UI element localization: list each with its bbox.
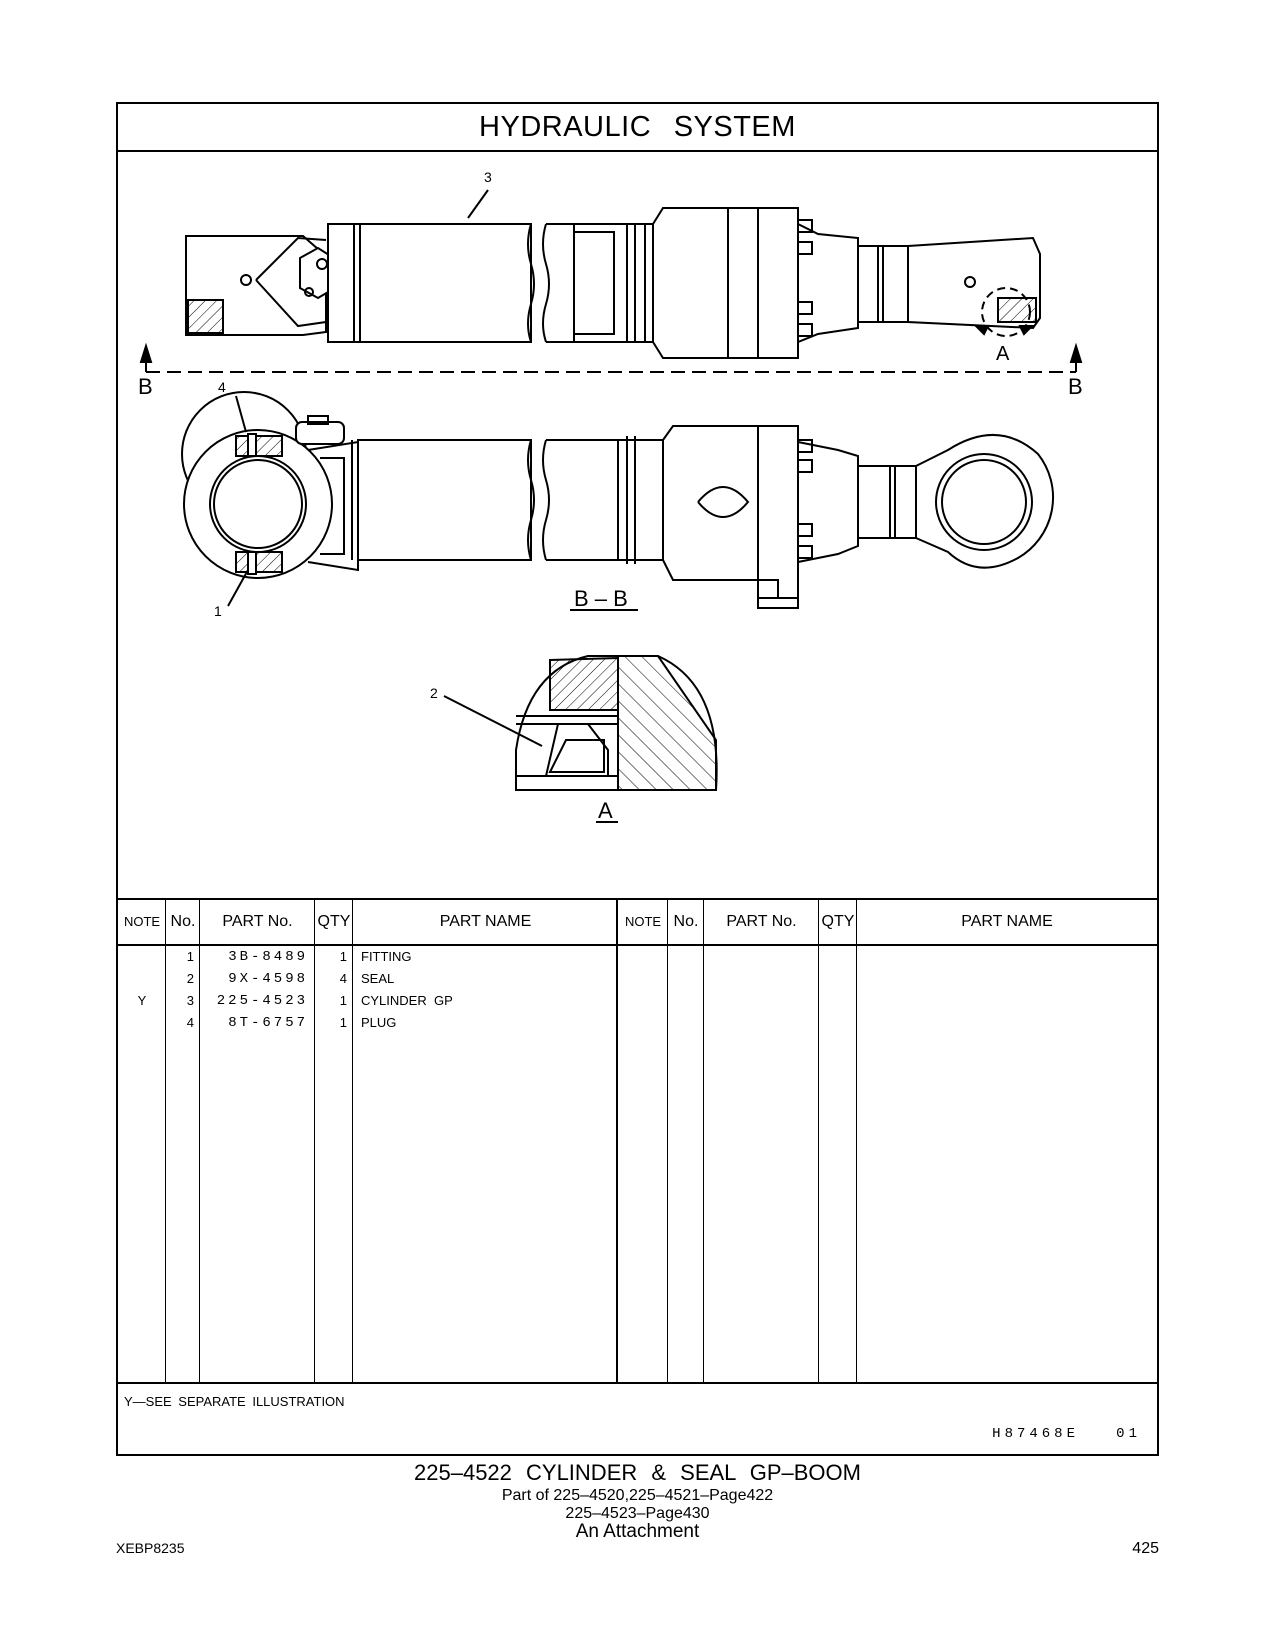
parts-table-left bbox=[118, 900, 638, 1384]
figure-code: H87468E 01 bbox=[992, 1426, 1141, 1442]
section-view bbox=[182, 392, 1053, 608]
footnote: Y—SEE SEPARATE ILLUSTRATION bbox=[124, 1394, 345, 1409]
table-row: 4 8T-6757 1 PLUG bbox=[186, 1015, 397, 1031]
footnote-area bbox=[118, 1382, 1157, 1456]
callout-4: 4 bbox=[218, 379, 226, 395]
header-no: No. bbox=[170, 913, 196, 930]
header-note-right: NOTE bbox=[624, 914, 662, 929]
section-marker-left: B bbox=[138, 374, 153, 399]
doc-id: XEBP8235 bbox=[116, 1540, 185, 1556]
table-row: 1 3B-8489 1 FITTING bbox=[186, 949, 412, 965]
section-label: B – B bbox=[574, 586, 628, 611]
page-frame bbox=[116, 102, 1159, 1456]
page-title: HYDRAULIC SYSTEM bbox=[118, 104, 1157, 152]
callout-2: 2 bbox=[430, 685, 438, 701]
top-view bbox=[186, 208, 1040, 358]
detail-marker: A bbox=[996, 343, 1010, 365]
parts-table bbox=[118, 898, 1157, 1384]
table-row: Y 3 225-4523 1 CYLINDER GP bbox=[137, 993, 453, 1009]
detail-view bbox=[516, 656, 717, 790]
page-number: 425 bbox=[1132, 1540, 1159, 1557]
caption-title: 225–4522 CYLINDER & SEAL GP–BOOM bbox=[414, 1460, 861, 1485]
header-qty-right: QTY bbox=[821, 913, 855, 930]
parts-table-right bbox=[618, 900, 1157, 1384]
header-part-name: PART NAME bbox=[439, 913, 532, 930]
header-no-right: No. bbox=[673, 913, 699, 930]
header-part-no-right: PART No. bbox=[726, 913, 797, 930]
header-qty: QTY bbox=[317, 913, 351, 930]
illustration-svg bbox=[118, 150, 1157, 898]
caption-line1: Part of 225–4520,225–4521–Page422 bbox=[501, 1487, 774, 1504]
header-note: NOTE bbox=[123, 914, 161, 929]
callout-1: 1 bbox=[214, 603, 222, 619]
section-marker-right: B bbox=[1068, 374, 1083, 399]
header-part-name-right: PART NAME bbox=[961, 913, 1053, 930]
table-row: 2 9X-4598 4 SEAL bbox=[186, 971, 395, 987]
caption-line3: An Attachment bbox=[575, 1521, 700, 1542]
caption-line2: 225–4523–Page430 bbox=[565, 1505, 710, 1522]
detail-label: A bbox=[598, 798, 613, 823]
cylinder-illustration bbox=[118, 150, 1157, 898]
callout-3: 3 bbox=[484, 169, 492, 185]
header-part-no: PART No. bbox=[222, 913, 293, 930]
